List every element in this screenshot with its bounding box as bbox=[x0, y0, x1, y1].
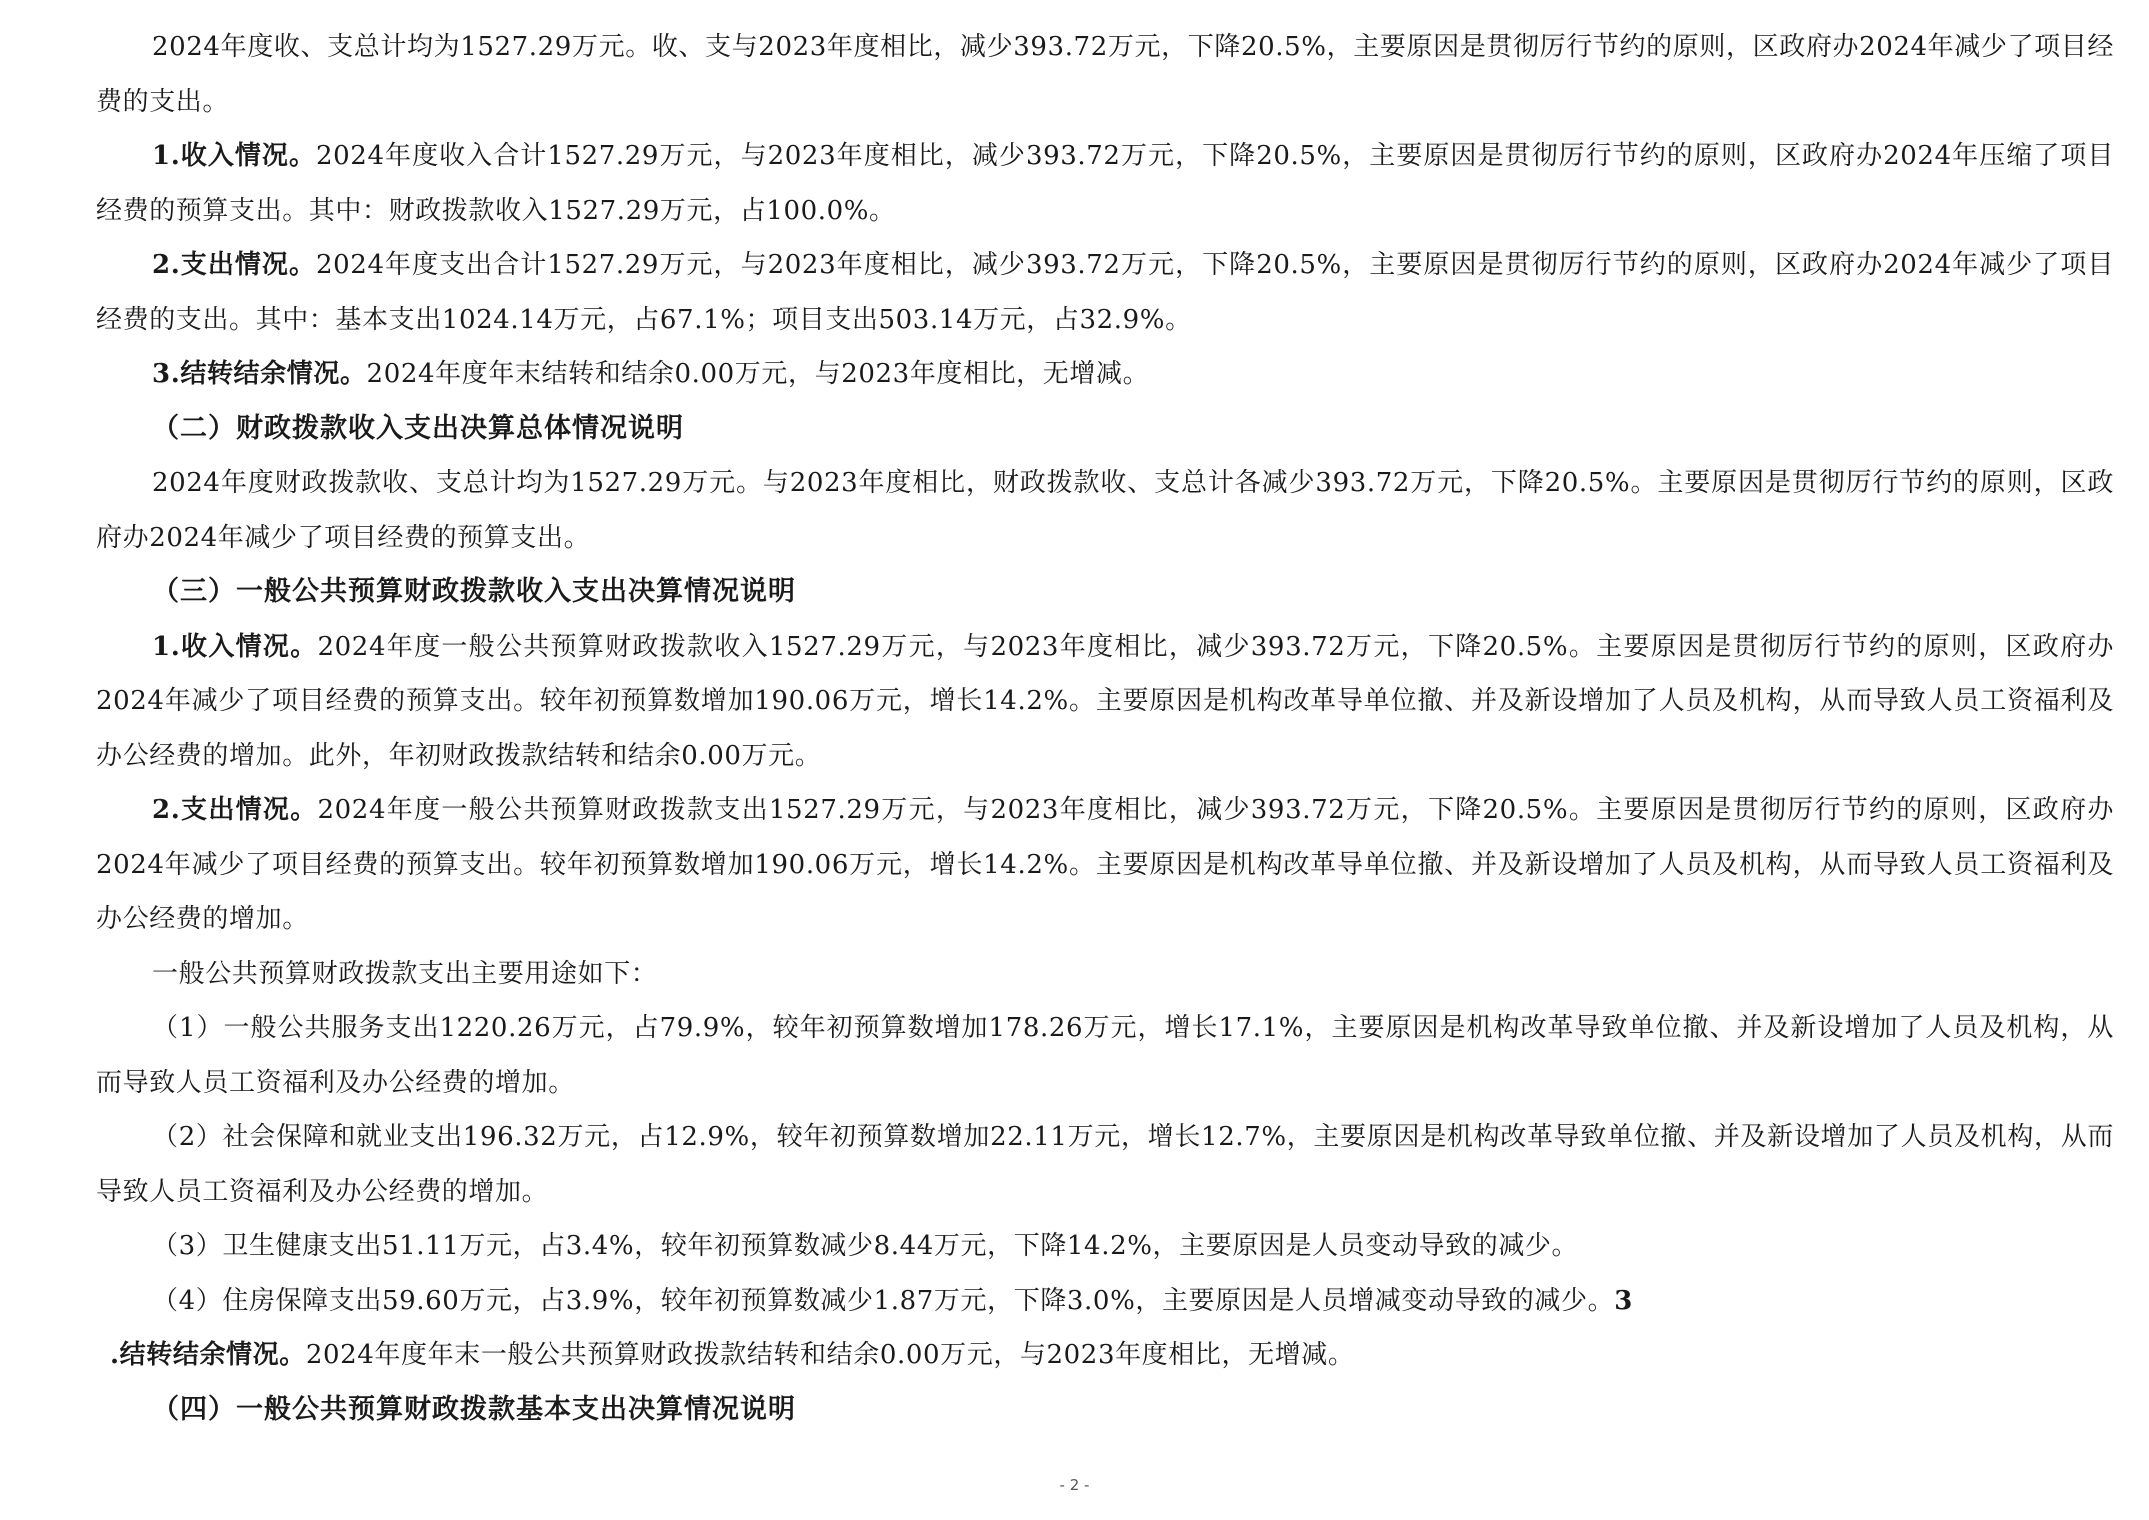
paragraph-text: 2024年度支出合计1527.29万元，与2023年度相比，减少393.72万元，下降20.5%，主要原因是贯彻厉行节约的原则，区政府办2024年减少了项目经费的支出。其中：基本支出1024.14万元，占67.1%；项目支出503.14万元，占32.9%。 bbox=[96, 250, 2114, 335]
paragraph-text: （4）住房保障支出59.60万元，占3.9%，较年初预算数减少1.87万元，下降3.0%，主要原因是人员增减变动导致的减少。 bbox=[152, 1285, 1615, 1316]
paragraph-text: 2024年度一般公共预算财政拨款支出1527.29万元，与2023年度相比，减少393.72万元，下降20.5%。主要原因是贯彻厉行节约的原则，区政府办2024年减少了项目经费的预算支出。较年初预算数增加190.06万元，增长14.2%。主要原因是机构改革导单位撤、并及新设增加了人员及机构，从而导致人员工资福利及办公经费的增加。 bbox=[96, 795, 2115, 934]
list-item-health bbox=[96, 1219, 2114, 1274]
paragraph-lead: .结转结余情况。 bbox=[110, 1340, 306, 1370]
paragraph-income bbox=[96, 129, 2114, 238]
paragraph-lead: 3.结转结余情况。 bbox=[152, 359, 367, 389]
paragraph-expenditure bbox=[96, 238, 2114, 347]
paragraph-text: 2024年度收、支总计均为1527.29万元。收、支与2023年度相比，减少393.72万元，下降20.5%，主要原因是贯彻厉行节约的原则，区政府办2024年减少了项目经费的支出。 bbox=[96, 32, 2114, 117]
paragraph-total-summary bbox=[96, 20, 2114, 129]
paragraph-uses-intro bbox=[96, 947, 2114, 1002]
paragraph-text: （1）一般公共服务支出1220.26万元，占79.9%，较年初预算数增加178.26万元，增长17.1%，主要原因是机构改革导致单位撤、并及新设增加了人员及机构，从而导致人员工资福利及办公经费的增加。 bbox=[96, 1013, 2114, 1098]
paragraph-text: 2024年度年末一般公共预算财政拨款结转和结余0.00万元，与2023年度相比，无增减。 bbox=[305, 1340, 1355, 1370]
document-body bbox=[96, 20, 2114, 1437]
paragraph-text: （2）社会保障和就业支出196.32万元，占12.9%，较年初预算数增加22.11万元，增长12.7%，主要原因是机构改革导致单位撤、并及新设增加了人员及机构，从而导致人员工资福利及办公经费的增加。 bbox=[96, 1122, 2114, 1207]
list-item-housing bbox=[96, 1274, 2114, 1329]
paragraph-general-expenditure bbox=[96, 783, 2114, 947]
paragraph-text: （3）卫生健康支出51.11万元，占3.4%，较年初预算数减少8.44万元，下降14.2%，主要原因是人员变动导致的减少。 bbox=[152, 1231, 1579, 1261]
paragraph-lead: 1.收入情况。 bbox=[152, 141, 317, 171]
paragraph-text: 2024年度年末结转和结余0.00万元，与2023年度相比，无增减。 bbox=[366, 359, 1150, 389]
section-heading-4: （四）一般公共预算财政拨款基本支出决算情况说明 bbox=[152, 1393, 796, 1425]
list-item-social-security bbox=[96, 1110, 2114, 1219]
paragraph-text: 一般公共预算财政拨款支出主要用途如下： bbox=[152, 958, 658, 989]
page-number: - 2 - bbox=[1059, 1476, 1090, 1494]
paragraph-tail-number: 3 bbox=[1614, 1285, 1633, 1316]
paragraph-lead: 1.收入情况。 bbox=[152, 631, 318, 662]
paragraph-general-carryover bbox=[96, 1328, 2114, 1383]
list-item-public-service bbox=[96, 1001, 2114, 1110]
paragraph-fiscal-summary bbox=[96, 456, 2114, 565]
paragraph-general-income bbox=[96, 620, 2114, 784]
section-heading-2: （二）财政拨款收入支出决算总体情况说明 bbox=[152, 412, 684, 444]
paragraph-text: 2024年度财政拨款收、支总计均为1527.29万元。与2023年度相比，财政拨款收、支总计各减少393.72万元，下降20.5%。主要原因是贯彻厉行节约的原则，区政府办2024年减少了项目经费的预算支出。 bbox=[96, 468, 2114, 553]
section-heading-3: （三）一般公共预算财政拨款收入支出决算情况说明 bbox=[152, 576, 796, 607]
paragraph-lead: 2.支出情况。 bbox=[152, 795, 318, 825]
paragraph-text: 2024年度收入合计1527.29万元，与2023年度相比，减少393.72万元，下降20.5%，主要原因是贯彻厉行节约的原则，区政府办2024年压缩了项目经费的预算支出。其中：财政拨款收入1527.29万元，占100.0%。 bbox=[96, 141, 2114, 226]
paragraph-lead: 2.支出情况。 bbox=[152, 250, 317, 280]
paragraph-carryover bbox=[96, 347, 2114, 402]
paragraph-text: 2024年度一般公共预算财政拨款收入1527.29万元，与2023年度相比，减少393.72万元，下降20.5%。主要原因是贯彻厉行节约的原则，区政府办2024年减少了项目经费的预算支出。较年初预算数增加190.06万元，增长14.2%。主要原因是机构改革导单位撤、并及新设增加了人员及机构，从而导致人员工资福利及办公经费的增加。此外，年初财政拨款结转和结余0.00万元。 bbox=[96, 631, 2115, 771]
